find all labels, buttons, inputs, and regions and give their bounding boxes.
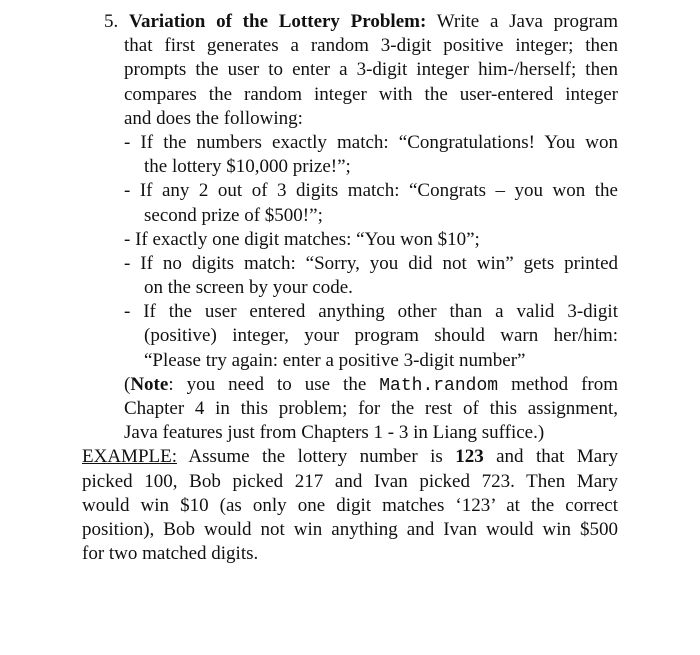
- note-code: Math.random: [379, 375, 499, 396]
- example-line: [82, 445, 618, 469]
- note-line: Chapter 4 in this problem; for the rest of this assignment,: [124, 398, 618, 419]
- problem-intro-line: Write a Java program: [436, 11, 618, 32]
- example-text: Assume the lottery number is: [188, 446, 443, 468]
- problem-intro-line: that first generates a random 3-digit positive integer; then: [124, 35, 618, 57]
- problem-number: 5.: [104, 11, 119, 32]
- rule-line: second prize of $500!”;: [144, 204, 323, 226]
- note-line: [124, 373, 618, 397]
- rule-line: the lottery $10,000 prize!”;: [144, 156, 351, 178]
- rule-line: - If exactly one digit matches: “You won $10”;: [124, 228, 480, 250]
- note-label: Note: [130, 373, 169, 395]
- problem-intro-line: prompts the user to enter a 3-digit integer him-/herself; then: [124, 59, 618, 81]
- problem-intro-line: and does the following:: [124, 107, 303, 129]
- note-text: method from: [511, 373, 618, 395]
- example-lottery-number: 123: [455, 446, 484, 468]
- problem-title-line: [104, 10, 618, 34]
- problem-intro-line: compares the random integer with the user-entered integer: [124, 83, 618, 105]
- rule-line: on the screen by your code.: [144, 277, 353, 299]
- rule-line: “Please try again: enter a positive 3-digit number”: [144, 349, 526, 371]
- example-text: and that Mary: [496, 446, 619, 468]
- example-line: picked 100, Bob picked 217 and Ivan picked 723. Then Mary: [82, 470, 618, 492]
- problem-title: Variation of the Lottery Problem:: [129, 11, 427, 32]
- example-line: position), Bob would not win anything and Ivan would win $500: [82, 518, 618, 540]
- example-line: would win $10 (as only one digit matches ‘123’ at the correct: [82, 494, 618, 516]
- rule-line: - If the user entered anything other than a valid 3-digit: [124, 301, 618, 323]
- note-text: : you need to use the: [168, 373, 367, 395]
- rule-line: - If no digits match: “Sorry, you did not win” gets printed: [124, 252, 618, 274]
- note-line: Java features just from Chapters 1 - 3 in Liang suffice.): [124, 422, 545, 444]
- rule-line: - If any 2 out of 3 digits match: “Congrats – you won the: [124, 180, 618, 202]
- note-open-paren: (: [124, 373, 131, 395]
- example-line: for two matched digits.: [82, 543, 259, 565]
- rule-line: - If the numbers exactly match: “Congratulations! You won: [124, 131, 618, 153]
- assignment-document: [82, 10, 618, 566]
- example-label: EXAMPLE:: [82, 446, 177, 468]
- rule-line: (positive) integer, your program should warn her/him:: [144, 325, 618, 347]
